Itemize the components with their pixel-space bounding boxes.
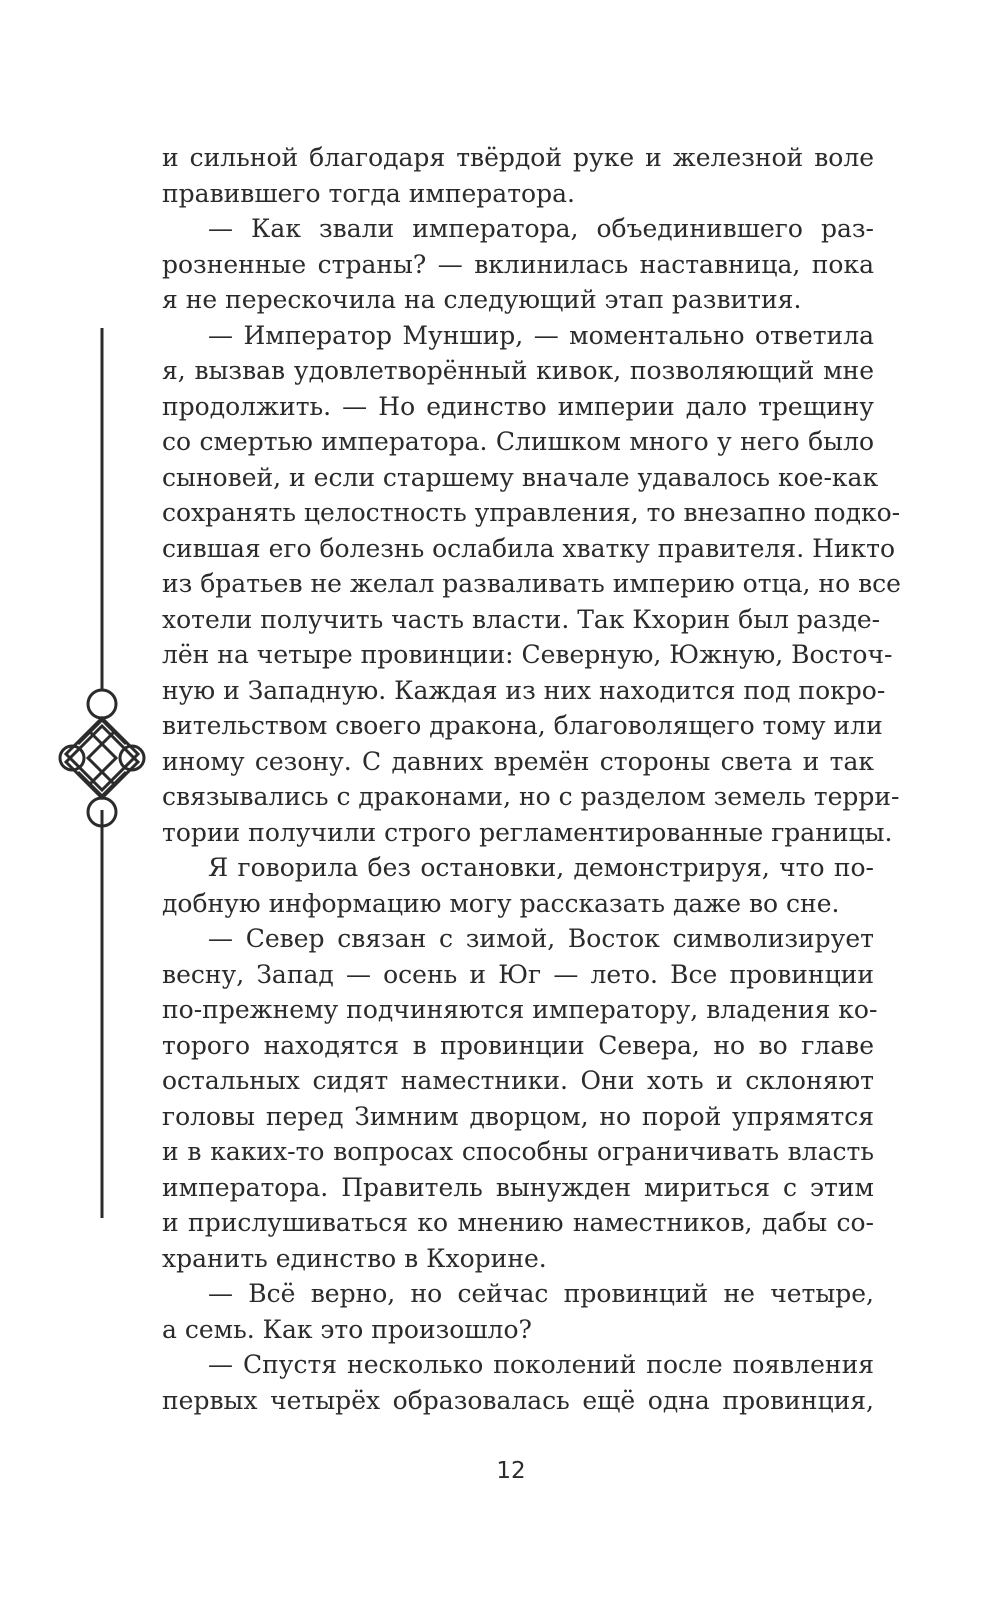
text-line: вительством своего дракона, благоволящего тому или (162, 711, 883, 740)
text-line: лён на четыре провинции: Северную, Южную, Восточ- (162, 640, 893, 669)
text-line: весну, Запад — осень и Юг — лето. Все провинции (162, 959, 874, 989)
text-line: со смертью императора. Слишком много у него было (162, 427, 874, 456)
text-line: — Спустя несколько поколений после появления (208, 1350, 874, 1379)
text-line: — Всё верно, но сейчас провинций не четыре, (208, 1279, 874, 1308)
text-line: из братьев не желал разваливать империю отца, но все (162, 569, 901, 598)
text-line: сившая его болезнь ослабила хватку правителя. Никто (162, 533, 896, 563)
text-line: я не перескочила на следующий этап развития. (162, 285, 802, 314)
text-line: первых четырёх образовалась ещё одна провинция, (162, 1385, 874, 1415)
text-line: розненные страны? — вклинилась наставница, пока (162, 249, 874, 279)
text-line: хранить единство в Кхорине. (162, 1243, 547, 1273)
text-line: Я говорила без остановки, демонстрируя, что по- (208, 853, 874, 882)
text-line: — Как звали императора, объединившего раз- (208, 214, 874, 243)
text-line: хотели получить часть власти. Так Кхорин был разде- (162, 604, 881, 634)
text-line: сыновей, и если старшему вначале удавалось кое-как (162, 462, 879, 492)
text-line: и в каких-то вопросах способны ограничивать власть (162, 1137, 874, 1166)
text-line: по-прежнему подчиняются императору, владения ко- (162, 995, 878, 1024)
text-line: продолжить. — Но единство империи дало трещину (162, 391, 874, 421)
endless-knot-icon (58, 328, 148, 1248)
text-line: — Император Муншир, — моментально ответила (208, 320, 874, 350)
text-line: я, вызвав удовлетворённый кивок, позволяющий мне (162, 356, 874, 385)
text-line: ную и Западную. Каждая из них находится под покро- (162, 675, 886, 705)
text-line: торого находятся в провинции Севера, но во главе (162, 1030, 874, 1060)
page-number: 12 (496, 1458, 526, 1484)
text-line: правившего тогда императора. (162, 178, 575, 208)
text-line: — Север связан с зимой, Восток символизирует (208, 924, 874, 953)
text-line: императора. Правитель вынужден мириться с этим (162, 1172, 874, 1202)
text-line: головы перед Зимним дворцом, но порой упрямятся (162, 1101, 874, 1131)
text-line: сохранять целостность управления, то внезапно подко- (162, 498, 901, 527)
body-text (162, 140, 901, 1418)
text-line: иному сезону. С давних времён стороны света и так (162, 746, 874, 776)
text-line: добную информацию могу рассказать даже во сне. (162, 888, 840, 918)
text-line: остальных сидят наместники. Они хоть и склоняют (162, 1066, 874, 1095)
text-line: а семь. Как это произошло? (162, 1314, 532, 1344)
text-line: и прислушиваться ко мнению наместников, дабы со- (162, 1208, 874, 1237)
text-line: тории получили строго регламентированные границы. (162, 817, 893, 847)
text-line: и сильной благодаря твёрдой руке и железной воле (162, 143, 874, 172)
text-line: связывались с драконами, но с разделом земель терри- (162, 782, 900, 811)
